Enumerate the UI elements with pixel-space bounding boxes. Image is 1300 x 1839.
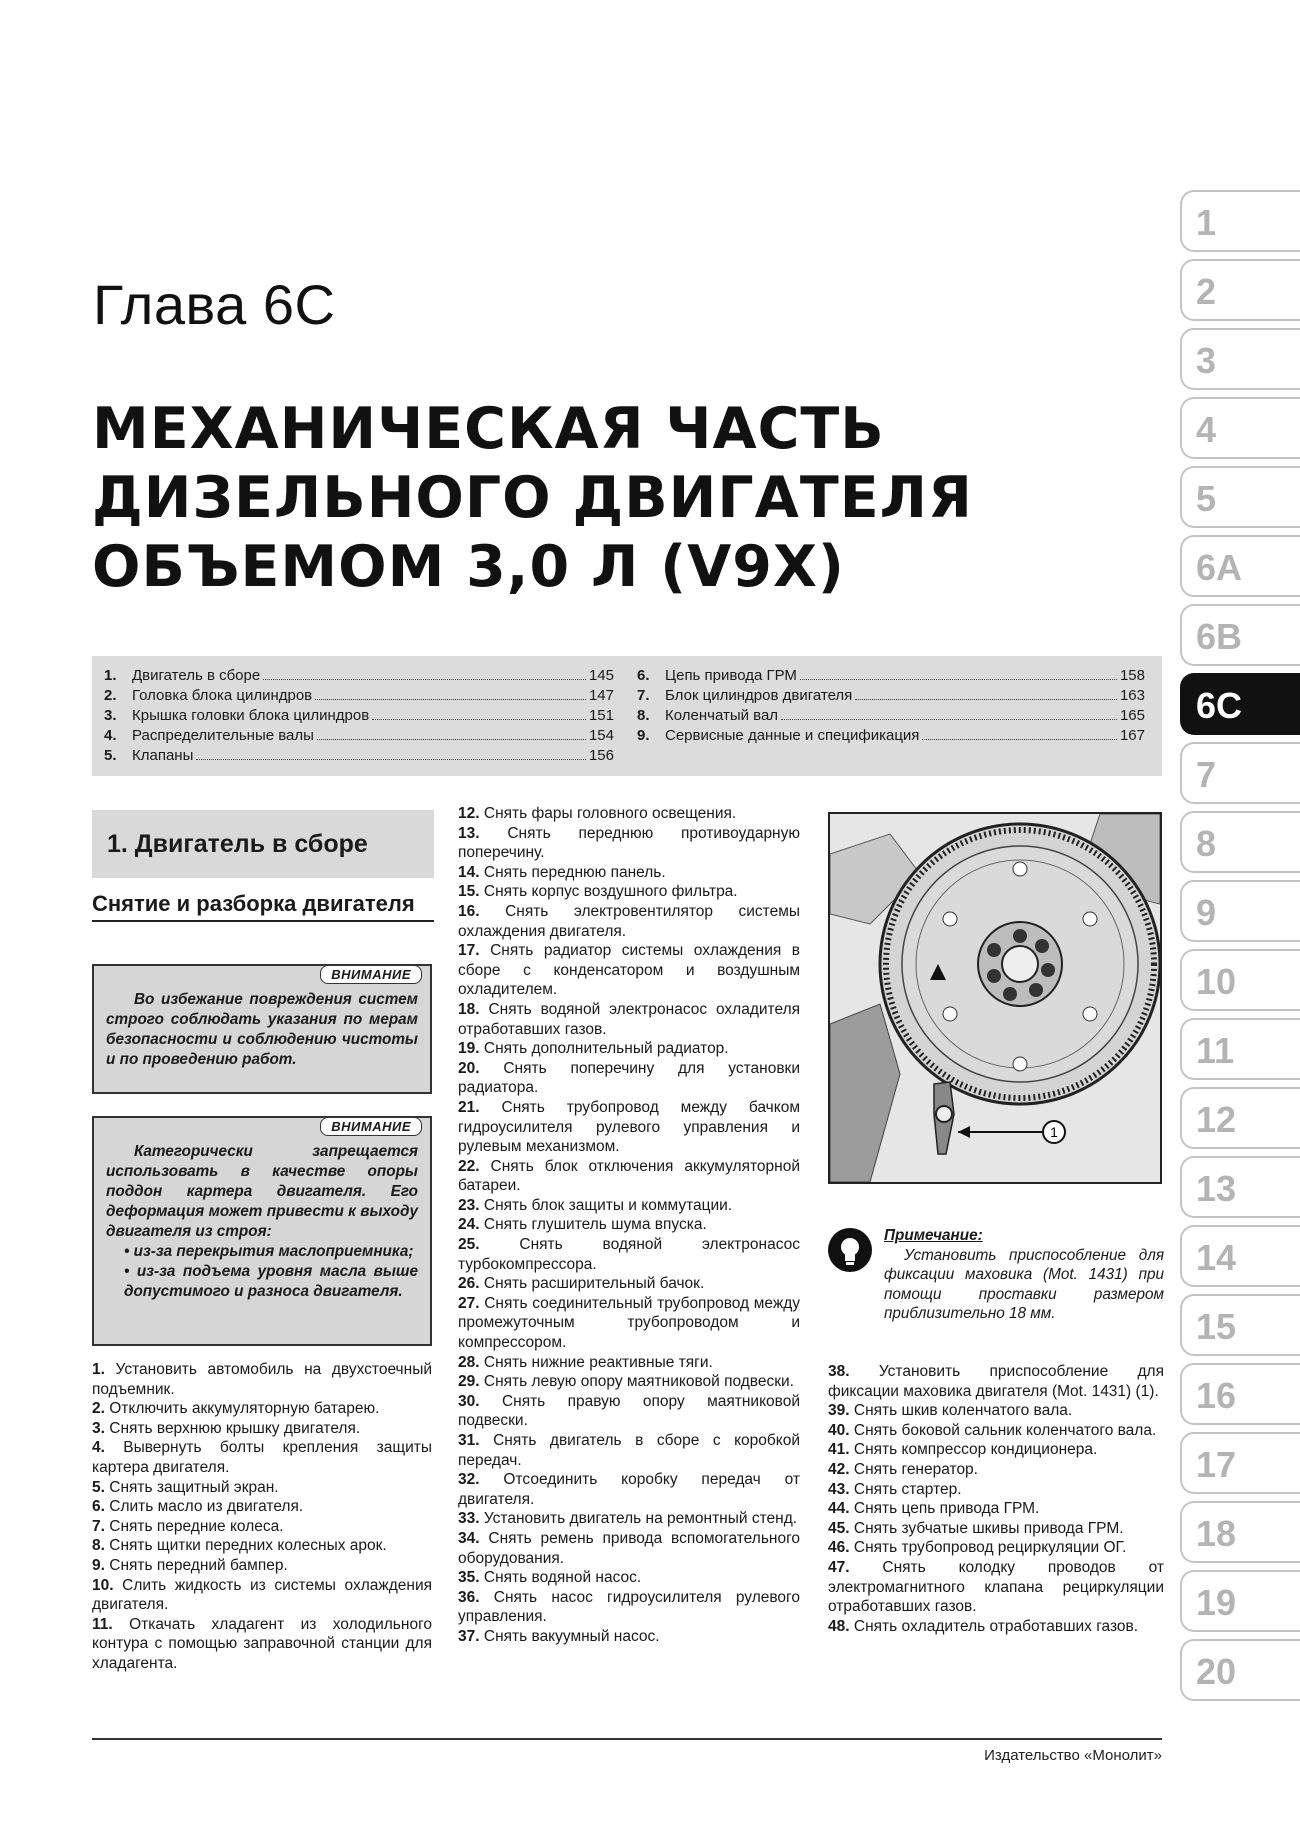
list-item: 13. Снять переднюю противоударную поперечину. — [458, 824, 800, 862]
publisher-footer: Издательство «Монолит» — [984, 1747, 1162, 1764]
list-item: 20. Снять поперечину для установки радиатора. — [458, 1059, 800, 1097]
list-item: 1. Установить автомобиль на двухстоечный подъемник. — [92, 1361, 432, 1398]
warning-bullet: • из-за перекрытия маслоприемника; — [124, 1243, 414, 1260]
chapter-tab-11[interactable]: 11 — [1180, 1018, 1300, 1080]
chapter-tab-6a[interactable]: 6A — [1180, 535, 1300, 597]
list-item: 44. Снять цепь привода ГРМ. — [828, 1500, 1040, 1518]
list-item: 36. Снять насос гидроусилителя рулевого управления. — [458, 1588, 800, 1626]
list-item: 14. Снять переднюю панель. — [458, 863, 666, 881]
list-item: 29. Снять левую опору маятниковой подвески. — [458, 1373, 794, 1391]
list-item: 47. Снять колодку проводов от электромагнитного клапана рециркуляции отработавших газов. — [828, 1558, 1164, 1616]
list-item: 23. Снять блок защиты и коммутации. — [458, 1196, 733, 1214]
chapter-tab-19[interactable]: 19 — [1180, 1570, 1300, 1632]
list-item: 30. Снять правую опору маятниковой подвески. — [458, 1392, 800, 1430]
chapter-tab-4[interactable]: 4 — [1180, 397, 1300, 459]
section-heading: 1. Двигатель в сборе — [92, 810, 434, 878]
list-item: 10. Слить жидкость из системы охлаждения двигателя. — [92, 1576, 432, 1614]
note-text: Установить приспособление для фиксации маховика (Mot. 1431) при помощи проставки размером приблизительно 18 мм. — [884, 1246, 1164, 1322]
list-item: 46. Снять трубопровод рециркуляции ОГ. — [828, 1539, 1127, 1557]
chapter-tab-3[interactable]: 3 — [1180, 328, 1300, 390]
warning-tag: ВНИМАНИЕ — [320, 965, 422, 984]
list-item: 34. Снять ремень привода вспомогательного оборудования. — [458, 1529, 801, 1567]
list-item: 6. Слить масло из двигателя. — [92, 1498, 304, 1516]
toc-item[interactable]: 4. Распределительные валы 154 — [104, 727, 614, 744]
toc-item[interactable]: 6. Цепь привода ГРМ 158 — [637, 667, 1145, 684]
toc-column-right — [637, 666, 1145, 746]
toc-item[interactable]: 1. Двигатель в сборе 145 — [104, 667, 614, 684]
toc-item[interactable]: 8. Коленчатый вал 165 — [637, 707, 1145, 724]
chapter-tab-6b[interactable]: 6B — [1180, 604, 1300, 666]
list-item: 18. Снять водяной электронасос охладителя отработавших газов. — [458, 1000, 801, 1038]
list-item: 25. Снять водяной электронасос турбокомпрессора. — [458, 1236, 800, 1273]
chapter-tab-15[interactable]: 15 — [1180, 1294, 1300, 1356]
figure-callout: 1 — [1050, 1124, 1058, 1140]
title-line: ОБЪЕМОМ 3,0 Л (V9X) — [92, 534, 845, 600]
list-item: 38. Установить приспособление для фиксации маховика двигателя (Mot. 1431) (1). — [828, 1363, 1164, 1400]
chapter-tab-2[interactable]: 2 — [1180, 259, 1300, 321]
list-item: 17. Снять радиатор системы охлаждения в сборе с конденсатором и воздушным охладителем. — [458, 942, 800, 999]
flywheel-illustration — [830, 814, 1160, 1182]
toc-item[interactable]: 3. Крышка головки блока цилиндров 151 — [104, 707, 614, 724]
toc-item[interactable]: 5. Клапаны 156 — [104, 747, 614, 764]
note-heading: Примечание: — [884, 1227, 983, 1244]
chapter-tab-1[interactable]: 1 — [1180, 190, 1300, 252]
chapter-tab-7[interactable]: 7 — [1180, 742, 1300, 804]
list-item: 26. Снять расширительный бачок. — [458, 1275, 705, 1293]
chapter-tab-13[interactable]: 13 — [1180, 1156, 1300, 1218]
list-item: 28. Снять нижние реактивные тяги. — [458, 1353, 713, 1371]
subsection-heading: Снятие и разборка двигателя — [92, 890, 434, 922]
title-line: МЕХАНИЧЕСКАЯ ЧАСТЬ — [92, 396, 885, 462]
chapter-tab-20[interactable]: 20 — [1180, 1639, 1300, 1701]
page-title — [92, 395, 973, 602]
chapter-tab-8[interactable]: 8 — [1180, 811, 1300, 873]
list-item: 9. Снять передний бампер. — [92, 1556, 288, 1574]
toc-column-left — [104, 666, 614, 766]
lightbulb-icon — [828, 1228, 872, 1272]
list-item: 35. Снять водяной насос. — [458, 1569, 642, 1587]
list-item: 11. Откачать хладагент из холодильного контура с помощью заправочной станции для хладагента. — [92, 1615, 432, 1672]
flywheel-figure — [828, 812, 1162, 1184]
toc-item[interactable]: 7. Блок цилиндров двигателя 163 — [637, 687, 1145, 704]
list-item: 43. Снять стартер. — [828, 1480, 962, 1498]
list-item: 22. Снять блок отключения аккумуляторной батареи. — [458, 1157, 800, 1195]
toc-item[interactable]: 2. Головка блока цилиндров 147 — [104, 687, 614, 704]
list-item: 32. Отсоединить коробку передач от двигателя. — [458, 1471, 800, 1508]
list-item: 5. Снять защитный экран. — [92, 1478, 279, 1496]
chapter-tab-5[interactable]: 5 — [1180, 466, 1300, 528]
warning-text — [106, 1142, 418, 1302]
list-item: 15. Снять корпус воздушного фильтра. — [458, 883, 738, 901]
warning-intro: Категорически запрещается использовать в качестве опоры поддон картера двигателя. Его деформация может привести к выходу двигателя из строя: — [106, 1143, 418, 1240]
list-item: 39. Снять шкив коленчатого вала. — [828, 1402, 1073, 1420]
chapter-tab-17[interactable]: 17 — [1180, 1432, 1300, 1494]
list-item: 41. Снять компрессор кондиционера. — [828, 1441, 1098, 1459]
list-item: 2. Отключить аккумуляторную батарею. — [92, 1400, 380, 1418]
warning-box — [92, 964, 432, 1094]
steps-column-1 — [92, 1360, 432, 1674]
title-line: ДИЗЕЛЬНОГО ДВИГАТЕЛЯ — [92, 465, 973, 531]
steps-column-3 — [828, 1362, 1164, 1636]
chapter-tab-10[interactable]: 10 — [1180, 949, 1300, 1011]
list-item: 3. Снять верхнюю крышку двигателя. — [92, 1419, 361, 1437]
list-item: 40. Снять боковой сальник коленчатого вала. — [828, 1421, 1157, 1439]
warning-box — [92, 1116, 432, 1346]
list-item: 24. Снять глушитель шума впуска. — [458, 1216, 707, 1234]
note-block — [884, 1226, 1164, 1324]
list-item: 31. Снять двигатель в сборе с коробкой передач. — [458, 1432, 801, 1469]
list-item: 37. Снять вакуумный насос. — [458, 1627, 660, 1645]
chapter-tab-18[interactable]: 18 — [1180, 1501, 1300, 1563]
list-item: 16. Снять электровентилятор системы охлаждения двигателя. — [458, 902, 800, 940]
warning-bullet: • из-за подъема уровня масла выше допустимого и разноса двигателя. — [124, 1263, 418, 1300]
table-of-contents — [92, 656, 1162, 776]
toc-item[interactable]: 9. Сервисные данные и спецификация 167 — [637, 727, 1145, 744]
footer-divider — [92, 1738, 1162, 1740]
list-item: 7. Снять передние колеса. — [92, 1517, 284, 1535]
chapter-tab-12[interactable]: 12 — [1180, 1087, 1300, 1149]
list-item: 12. Снять фары головного освещения. — [458, 805, 737, 822]
steps-column-2 — [458, 804, 800, 1647]
list-item: 27. Снять соединительный трубопровод между промежуточным трубопроводом и компрессором. — [458, 1294, 800, 1352]
list-item: 42. Снять генератор. — [828, 1460, 978, 1478]
list-item: 19. Снять дополнительный радиатор. — [458, 1040, 729, 1058]
chapter-tab-14[interactable]: 14 — [1180, 1225, 1300, 1287]
list-item: 45. Снять зубчатые шкивы привода ГРМ. — [828, 1519, 1124, 1537]
chapter-tab-9[interactable]: 9 — [1180, 880, 1300, 942]
chapter-tab-6c[interactable]: 6C — [1180, 673, 1300, 735]
chapter-label: Глава 6С — [93, 273, 336, 336]
list-item: 21. Снять трубопровод между бачком гидроусилителя рулевого управления и рулевым механизмом. — [458, 1098, 800, 1156]
chapter-tab-16[interactable]: 16 — [1180, 1363, 1300, 1425]
list-item: 4. Вывернуть болты крепления защиты картера двигателя. — [92, 1439, 432, 1476]
warning-text: Во избежание повреждения систем строго соблюдать указания по мерам безопасности и соблюдению чистоты и по проведению работ. — [106, 991, 418, 1068]
list-item: 33. Установить двигатель на ремонтный стенд. — [458, 1510, 798, 1528]
list-item: 48. Снять охладитель отработавших газов. — [828, 1617, 1139, 1635]
warning-tag: ВНИМАНИЕ — [320, 1117, 422, 1136]
list-item: 8. Снять щитки передних колесных арок. — [92, 1537, 387, 1555]
